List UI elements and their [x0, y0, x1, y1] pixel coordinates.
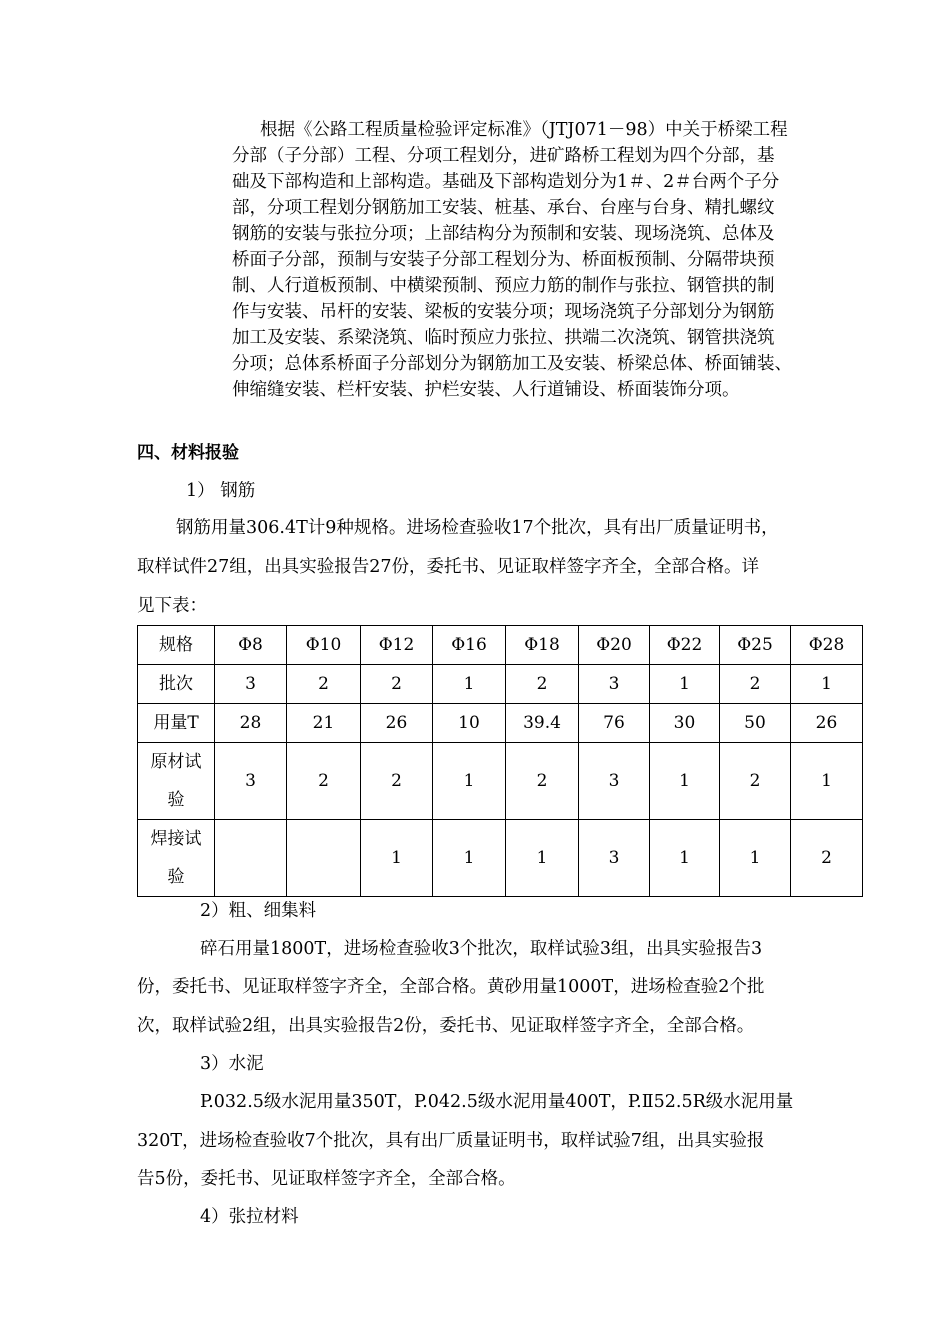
aggregate-line: 次，取样试验2组，出具实验报告2份，委托书、见证取样签字齐全，全部合格。 [137, 1016, 755, 1036]
table-cell: 1 [791, 743, 863, 820]
aggregate-subheading: 2）粗、细集料 [200, 901, 317, 921]
table-cell: 1 [433, 743, 506, 820]
steel-line: 取样试件27组，出具实验报告27份，委托书、见证取样签字齐全，全部合格。详 [137, 557, 760, 577]
steel-subheading: 1） 钢筋 [186, 481, 256, 501]
intro-line: 桥面子分部，预制与安装子分部工程划分为、桥面板预制、分隔带块预 [232, 250, 775, 270]
table-row [138, 743, 863, 820]
table-cell: 3 [215, 743, 287, 820]
table-row-label: 原材试验 [138, 743, 215, 820]
table-cell: 2 [720, 665, 791, 704]
aggregate-line: 碎石用量1800T，进场检查验收3个批次，取样试验3组，出具实验报告3 [200, 939, 763, 959]
table-header-cell: 规格 [138, 626, 215, 665]
steel-line: 钢筋用量306.4T计9种规格。进场检查验收17个批次，具有出厂质量证明书， [176, 518, 779, 538]
table-header-cell: Φ20 [579, 626, 650, 665]
aggregate-line: 份，委托书、见证取样签字齐全，全部合格。黄砂用量1000T，进场检查验2个批 [137, 977, 765, 997]
table-cell: 3 [579, 820, 650, 897]
table-cell: 30 [650, 704, 720, 743]
table-cell: 3 [579, 743, 650, 820]
table-cell: 1 [506, 820, 579, 897]
table-row [138, 704, 863, 743]
table-cell: 1 [650, 820, 720, 897]
table-cell: 2 [506, 665, 579, 704]
cement-subheading: 3）水泥 [200, 1054, 264, 1074]
table-header-cell: Φ22 [650, 626, 720, 665]
table-header-cell: Φ18 [506, 626, 579, 665]
table-row-label: 焊接试验 [138, 820, 215, 897]
table-header-row [138, 626, 863, 665]
section-heading: 四、材料报验 [137, 443, 239, 463]
table-cell: 1 [720, 820, 791, 897]
intro-line: 加工及安装、系梁浇筑、临时预应力张拉、拱端二次浇筑、钢管拱浇筑 [232, 328, 775, 348]
table-header-cell: Φ8 [215, 626, 287, 665]
table-cell: 3 [215, 665, 287, 704]
table-cell: 1 [650, 665, 720, 704]
table-cell: 1 [650, 743, 720, 820]
steel-table [137, 625, 863, 897]
table-cell: 10 [433, 704, 506, 743]
table-cell: 21 [287, 704, 361, 743]
table-cell: 2 [287, 743, 361, 820]
table-header-cell: Φ28 [791, 626, 863, 665]
intro-line: 钢筋的安装与张拉分项；上部结构分为预制和安装、现场浇筑、总体及 [232, 224, 775, 244]
table-cell: 1 [433, 665, 506, 704]
table-header-cell: Φ12 [361, 626, 433, 665]
intro-line: 础及下部构造和上部构造。基础及下部构造划分为1＃、2＃台两个子分 [232, 172, 780, 192]
table-cell: 2 [361, 665, 433, 704]
table-row [138, 665, 863, 704]
table-cell: 3 [579, 665, 650, 704]
table-cell: 2 [791, 820, 863, 897]
table-cell: 1 [361, 820, 433, 897]
table-cell: 1 [433, 820, 506, 897]
table-header-cell: Φ10 [287, 626, 361, 665]
table-cell: 26 [361, 704, 433, 743]
table-cell: 26 [791, 704, 863, 743]
table-row-label: 用量T [138, 704, 215, 743]
intro-line: 分部（子分部）工程、分项工程划分，进矿路桥工程划为四个分部，基 [232, 146, 775, 166]
intro-line: 部，分项工程划分钢筋加工安装、桩基、承台、台座与台身、精扎螺纹 [232, 198, 775, 218]
cement-line: 告5份，委托书、见证取样签字齐全，全部合格。 [137, 1169, 516, 1189]
table-header-cell: Φ16 [433, 626, 506, 665]
table-cell: 28 [215, 704, 287, 743]
table-cell: 2 [361, 743, 433, 820]
table-cell: 2 [287, 665, 361, 704]
tension-subheading: 4）张拉材料 [200, 1207, 299, 1227]
table-cell: 2 [720, 743, 791, 820]
table-cell [215, 820, 287, 897]
table-cell: 39.4 [506, 704, 579, 743]
table-cell [287, 820, 361, 897]
intro-line: 制、人行道板预制、中横梁预制、预应力筋的制作与张拉、钢管拱的制 [232, 276, 775, 296]
table-cell: 50 [720, 704, 791, 743]
table-cell: 76 [579, 704, 650, 743]
cement-line: P.032.5级水泥用量350T，P.042.5级水泥用量400T，P.Ⅱ52.5R级水泥用量 [200, 1092, 794, 1112]
table-header-cell: Φ25 [720, 626, 791, 665]
table-row-label: 批次 [138, 665, 215, 704]
table-row [138, 820, 863, 897]
table-cell: 1 [791, 665, 863, 704]
table-cell: 2 [506, 743, 579, 820]
steel-line: 见下表： [137, 596, 207, 616]
intro-line: 作与安装、吊杆的安装、梁板的安装分项；现场浇筑子分部划分为钢筋 [232, 302, 775, 322]
intro-line: 分项；总体系桥面子分部划分为钢筋加工及安装、桥梁总体、桥面铺装、 [232, 354, 792, 374]
cement-line: 320T，进场检查验收7个批次，具有出厂质量证明书，取样试验7组，出具实验报 [137, 1131, 765, 1151]
intro-line: 伸缩缝安装、栏杆安装、护栏安装、人行道铺设、桥面装饰分项。 [232, 380, 740, 400]
intro-line: 根据《公路工程质量检验评定标准》（JTJ071－98）中关于桥梁工程 [260, 120, 788, 140]
